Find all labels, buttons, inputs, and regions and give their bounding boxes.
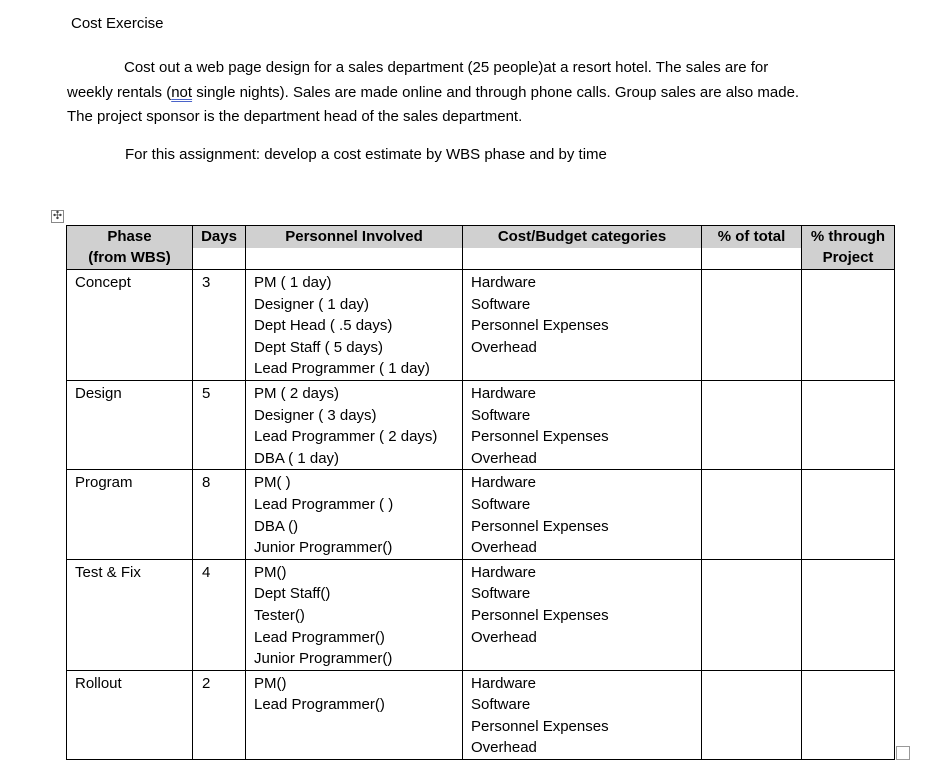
- days-cell[interactable]: 3: [202, 274, 211, 291]
- cost-table: [66, 225, 895, 760]
- cost-line: Hardware: [471, 274, 537, 291]
- header-pct-through-line1: % through: [810, 228, 886, 245]
- personnel-cell[interactable]: [246, 381, 462, 469]
- header-personnel: Personnel Involved: [246, 226, 463, 270]
- cost-line: Hardware: [471, 674, 537, 692]
- cost-line: Personnel Expenses: [471, 717, 609, 735]
- cost-line: Hardware: [471, 474, 537, 492]
- cost-line: Software: [471, 585, 531, 603]
- cost-line: Personnel Expenses: [471, 517, 609, 535]
- cost-line: Hardware: [471, 384, 537, 402]
- header-days: Days: [193, 226, 246, 270]
- pct-total-cell[interactable]: [702, 559, 802, 670]
- personnel-line: Lead Programmer ( 2 days): [254, 428, 438, 446]
- header-phase: [67, 226, 193, 270]
- personnel-line: Lead Programmer(): [254, 696, 385, 714]
- cost-line: Overhead: [471, 338, 537, 356]
- cost-line: Software: [471, 696, 531, 714]
- header-pct-through-line2: Project: [822, 249, 874, 266]
- cost-line: Overhead: [471, 628, 537, 646]
- pct-total-cell[interactable]: [702, 470, 802, 559]
- personnel-line: PM ( 2 days): [254, 384, 340, 402]
- cost-line: Personnel Expenses: [471, 606, 609, 624]
- header-phase-line1: Phase: [107, 228, 152, 245]
- header-phase-line2: (from WBS): [88, 249, 171, 266]
- cost-line: Personnel Expenses: [471, 428, 609, 446]
- days-cell[interactable]: 5: [202, 384, 211, 402]
- cost-cell[interactable]: [463, 270, 701, 358]
- header-pct-total: % of total: [702, 226, 802, 270]
- personnel-line: PM ( 1 day): [254, 274, 332, 291]
- phase-cell[interactable]: Rollout: [75, 674, 122, 692]
- table-row: [67, 380, 895, 469]
- personnel-line: Lead Programmer ( 1 day): [254, 360, 430, 378]
- pct-total-cell[interactable]: [702, 270, 802, 381]
- personnel-line: Designer ( 1 day): [254, 295, 370, 313]
- personnel-line: Dept Staff(): [254, 585, 331, 603]
- cost-line: Software: [471, 295, 531, 313]
- personnel-line: Junior Programmer(): [254, 650, 393, 668]
- cost-cell[interactable]: [463, 470, 701, 558]
- paragraph-part1: Cost out a web page design for a sales department (25 people)at a resort hotel. The sales are for weekly rentals (: [67, 59, 769, 101]
- personnel-cell[interactable]: [246, 270, 462, 380]
- cost-cell[interactable]: [463, 560, 701, 648]
- cost-cell[interactable]: [463, 381, 701, 469]
- personnel-cell[interactable]: [246, 671, 462, 716]
- cost-cell[interactable]: [463, 671, 701, 759]
- pct-through-cell[interactable]: [802, 470, 895, 559]
- table-resize-handle-icon[interactable]: [896, 746, 910, 760]
- cost-line: Software: [471, 406, 531, 424]
- table-row: [67, 670, 895, 759]
- phase-cell[interactable]: Design: [75, 384, 122, 402]
- table-row: [67, 559, 895, 670]
- days-cell[interactable]: 8: [202, 474, 211, 492]
- days-cell[interactable]: 4: [202, 563, 211, 581]
- header-cost: Cost/Budget categories: [463, 226, 702, 270]
- assignment-text: For this assignment: develop a cost estimate by WBS phase and by time: [125, 146, 607, 163]
- document-title: Cost Exercise: [71, 15, 164, 32]
- table-row: [67, 270, 895, 381]
- phase-cell[interactable]: Program: [75, 474, 133, 492]
- personnel-line: Junior Programmer(): [254, 539, 393, 557]
- personnel-line: PM(): [254, 674, 287, 692]
- personnel-cell[interactable]: [246, 560, 462, 670]
- cost-line: Overhead: [471, 539, 537, 557]
- pct-total-cell[interactable]: [702, 670, 802, 759]
- table-row: [67, 470, 895, 559]
- cost-line: Overhead: [471, 739, 537, 757]
- personnel-line: Lead Programmer(): [254, 628, 385, 646]
- personnel-line: Dept Head ( .5 days): [254, 317, 393, 335]
- personnel-cell[interactable]: [246, 470, 462, 558]
- pct-through-cell[interactable]: [802, 670, 895, 759]
- personnel-line: Dept Staff ( 5 days): [254, 338, 383, 356]
- personnel-line: PM(): [254, 563, 287, 581]
- pct-through-cell[interactable]: [802, 559, 895, 670]
- paragraph-part2: single nights). Sales are made online and through phone calls. Group sales are also made. The project sponsor is the department head of the sales department.: [67, 83, 800, 125]
- personnel-line: DBA ( 1 day): [254, 449, 340, 467]
- paragraph-emphasis: not: [171, 83, 193, 101]
- cost-line: Software: [471, 495, 531, 513]
- phase-cell[interactable]: Test & Fix: [75, 563, 141, 581]
- personnel-line: PM( ): [254, 474, 291, 492]
- intro-paragraph: [67, 56, 807, 130]
- pct-through-cell[interactable]: [802, 270, 895, 381]
- days-cell[interactable]: 2: [202, 674, 211, 692]
- phase-cell[interactable]: Concept: [75, 274, 131, 291]
- cost-line: Hardware: [471, 563, 537, 581]
- personnel-line: Designer ( 3 days): [254, 406, 377, 424]
- personnel-line: DBA (): [254, 517, 299, 535]
- header-pct-through: [802, 226, 895, 270]
- table-move-handle-icon[interactable]: ✣: [52, 210, 63, 222]
- cost-line: Overhead: [471, 449, 537, 467]
- personnel-line: Lead Programmer ( ): [254, 495, 394, 513]
- table-header-row: [67, 226, 895, 270]
- pct-through-cell[interactable]: [802, 380, 895, 469]
- cost-line: Personnel Expenses: [471, 317, 609, 335]
- pct-total-cell[interactable]: [702, 380, 802, 469]
- personnel-line: Tester(): [254, 606, 305, 624]
